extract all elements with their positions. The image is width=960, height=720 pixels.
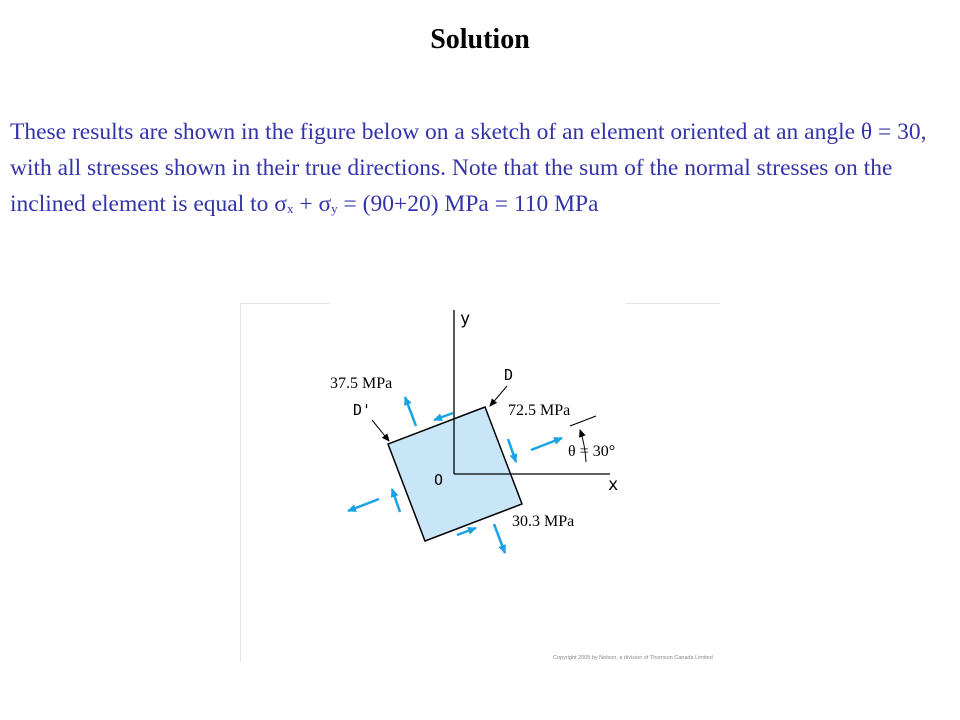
shear-arrow-bottom [457,528,476,535]
point-d-label: D [504,366,514,384]
x-axis-label: x [608,475,619,495]
paragraph-text-2: + σ [293,191,332,217]
stress-label-72-5: 72.5 MPa [508,402,571,419]
y-axis-label: y [460,309,471,329]
point-d-prime-label: D' [353,401,372,419]
shear-arrow-left [392,489,400,512]
figure-copyright: Copyright 2005 by Nelson, a division of Thomson Canada Limited [553,655,713,661]
shear-arrow-top [434,413,453,420]
stress-element-figure [240,302,720,664]
sigma-y-subscript: y [331,201,338,216]
slide-title: Solution [430,24,530,55]
stress-label-30-3: 30.3 MPa [512,513,575,530]
angle-label: θ = 30° [568,443,616,460]
normal-stress-arrow-right [531,438,562,450]
normal-stress-arrow-left [348,499,379,511]
normal-stress-arrow-bottom-right [494,524,505,553]
point-d-prime-leader [372,420,389,441]
solution-paragraph [10,114,950,227]
paragraph-text-1: These results are shown in the figure below on a sketch of an element oriented at an angle θ = 30, with all stresses shown in their true directions. Note that the sum of the normal stresses on the inclined element is equal to σ [10,119,927,217]
origin-label: O [434,471,444,489]
stress-element-diagram [240,302,720,664]
sigma-x-subscript: x [286,201,294,216]
stress-label-37-5: 37.5 MPa [330,375,393,392]
paragraph-text-3: = (90+20) MPa = 110 MPa [337,191,599,217]
normal-stress-arrow-top-left [405,397,416,426]
point-d-leader [490,386,507,406]
